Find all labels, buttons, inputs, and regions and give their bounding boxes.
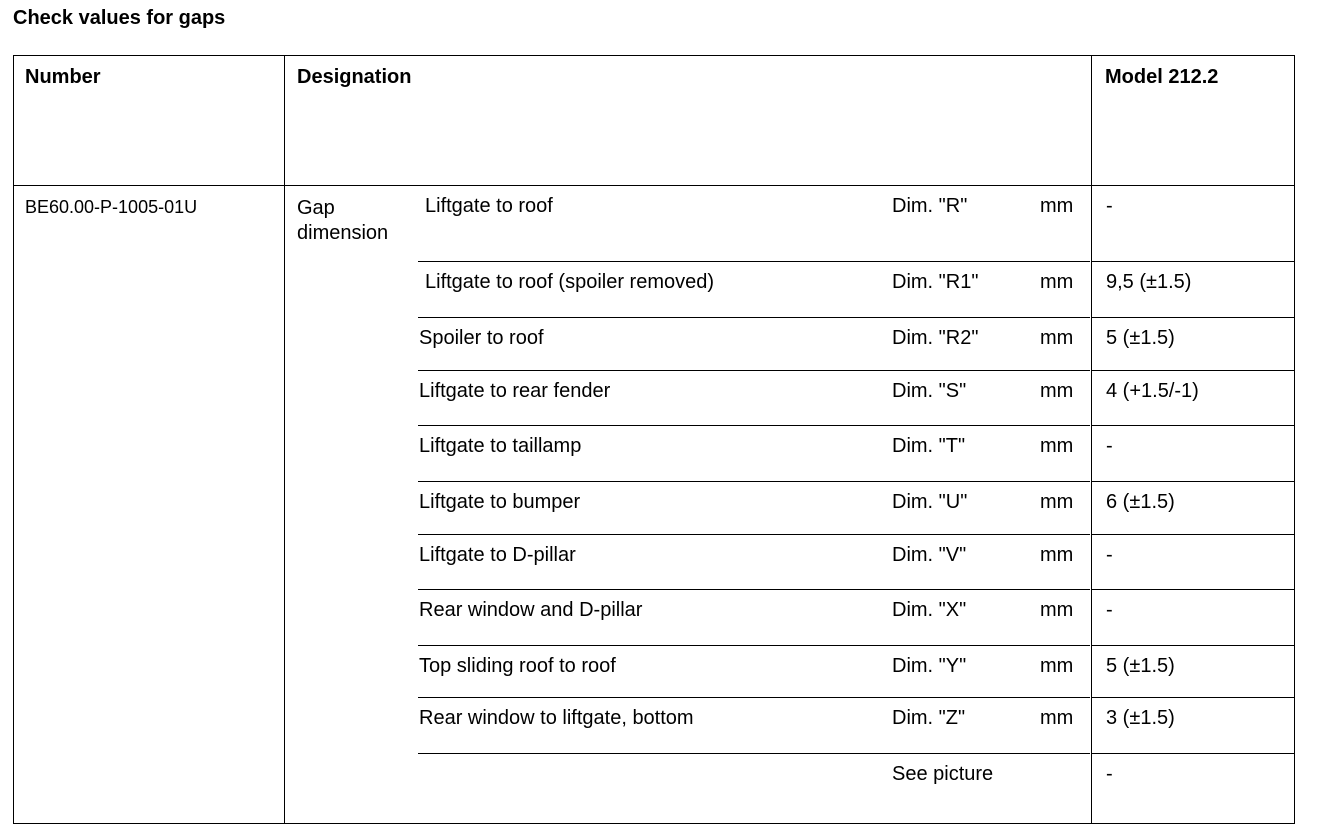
gap-values-table	[13, 55, 1295, 824]
row-unit: mm	[1040, 327, 1074, 349]
row-dimension: Dim. "R2"	[892, 327, 979, 349]
row-dimension: Dim. "R1"	[892, 271, 979, 293]
row-unit: mm	[1040, 435, 1074, 457]
row-value: -	[1106, 195, 1113, 217]
row-divider	[1091, 589, 1294, 590]
row-value: -	[1106, 763, 1113, 785]
row-value: 4 (+1.5/-1)	[1106, 380, 1199, 402]
row-designation: Liftgate to bumper	[419, 491, 581, 513]
row-divider	[418, 753, 1090, 754]
row-unit: mm	[1040, 195, 1074, 217]
group-label: Gap dimension	[297, 197, 389, 244]
row-divider	[1091, 481, 1294, 482]
row-designation: Liftgate to roof	[425, 195, 553, 217]
row-designation: Spoiler to roof	[419, 327, 544, 349]
row-divider	[1091, 425, 1294, 426]
row-divider	[418, 534, 1090, 535]
row-dimension: Dim. "V"	[892, 544, 967, 566]
row-divider	[1091, 370, 1294, 371]
row-divider	[1091, 697, 1294, 698]
row-dimension: Dim. "R"	[892, 195, 968, 217]
row-dimension: See picture	[892, 763, 994, 785]
row-designation: Top sliding roof to roof	[419, 655, 616, 677]
row-designation: Liftgate to rear fender	[419, 380, 611, 402]
column-divider	[284, 56, 285, 823]
header-model: Model 212.2	[1105, 66, 1219, 88]
row-divider	[418, 697, 1090, 698]
row-unit: mm	[1040, 544, 1074, 566]
header-number: Number	[25, 66, 101, 88]
row-dimension: Dim. "U"	[892, 491, 968, 513]
row-dimension: Dim. "X"	[892, 599, 967, 621]
row-value: 5 (±1.5)	[1106, 327, 1175, 349]
row-designation: Liftgate to taillamp	[419, 435, 582, 457]
row-value: 5 (±1.5)	[1106, 655, 1175, 677]
row-value: -	[1106, 435, 1113, 457]
row-dimension: Dim. "Z"	[892, 707, 966, 729]
part-number: BE60.00-P-1005-01U	[25, 197, 198, 217]
row-designation: Rear window and D-pillar	[419, 599, 643, 621]
row-value: -	[1106, 599, 1113, 621]
row-unit: mm	[1040, 380, 1074, 402]
row-divider	[1091, 534, 1294, 535]
row-divider	[1091, 317, 1294, 318]
row-divider	[418, 261, 1090, 262]
row-unit: mm	[1040, 707, 1074, 729]
row-value: -	[1106, 544, 1113, 566]
row-unit: mm	[1040, 271, 1074, 293]
row-divider	[418, 425, 1090, 426]
row-divider	[1091, 645, 1294, 646]
row-unit: mm	[1040, 655, 1074, 677]
header-designation: Designation	[297, 66, 412, 88]
row-divider	[418, 645, 1090, 646]
row-divider	[418, 589, 1090, 590]
row-unit: mm	[1040, 599, 1074, 621]
header-divider	[14, 185, 1294, 186]
row-divider	[418, 317, 1090, 318]
row-divider	[1091, 753, 1294, 754]
row-dimension: Dim. "T"	[892, 435, 966, 457]
row-value: 6 (±1.5)	[1106, 491, 1175, 513]
page-title: Check values for gaps	[13, 7, 226, 29]
row-value: 9,5 (±1.5)	[1106, 271, 1192, 293]
row-dimension: Dim. "S"	[892, 380, 967, 402]
row-designation: Liftgate to roof (spoiler removed)	[425, 271, 715, 293]
row-value: 3 (±1.5)	[1106, 707, 1175, 729]
row-dimension: Dim. "Y"	[892, 655, 967, 677]
row-divider	[418, 370, 1090, 371]
row-divider	[1091, 261, 1294, 262]
row-designation: Rear window to liftgate, bottom	[419, 707, 694, 729]
row-designation: Liftgate to D-pillar	[419, 544, 576, 566]
row-divider	[418, 481, 1090, 482]
row-unit: mm	[1040, 491, 1074, 513]
column-divider	[1091, 56, 1092, 823]
